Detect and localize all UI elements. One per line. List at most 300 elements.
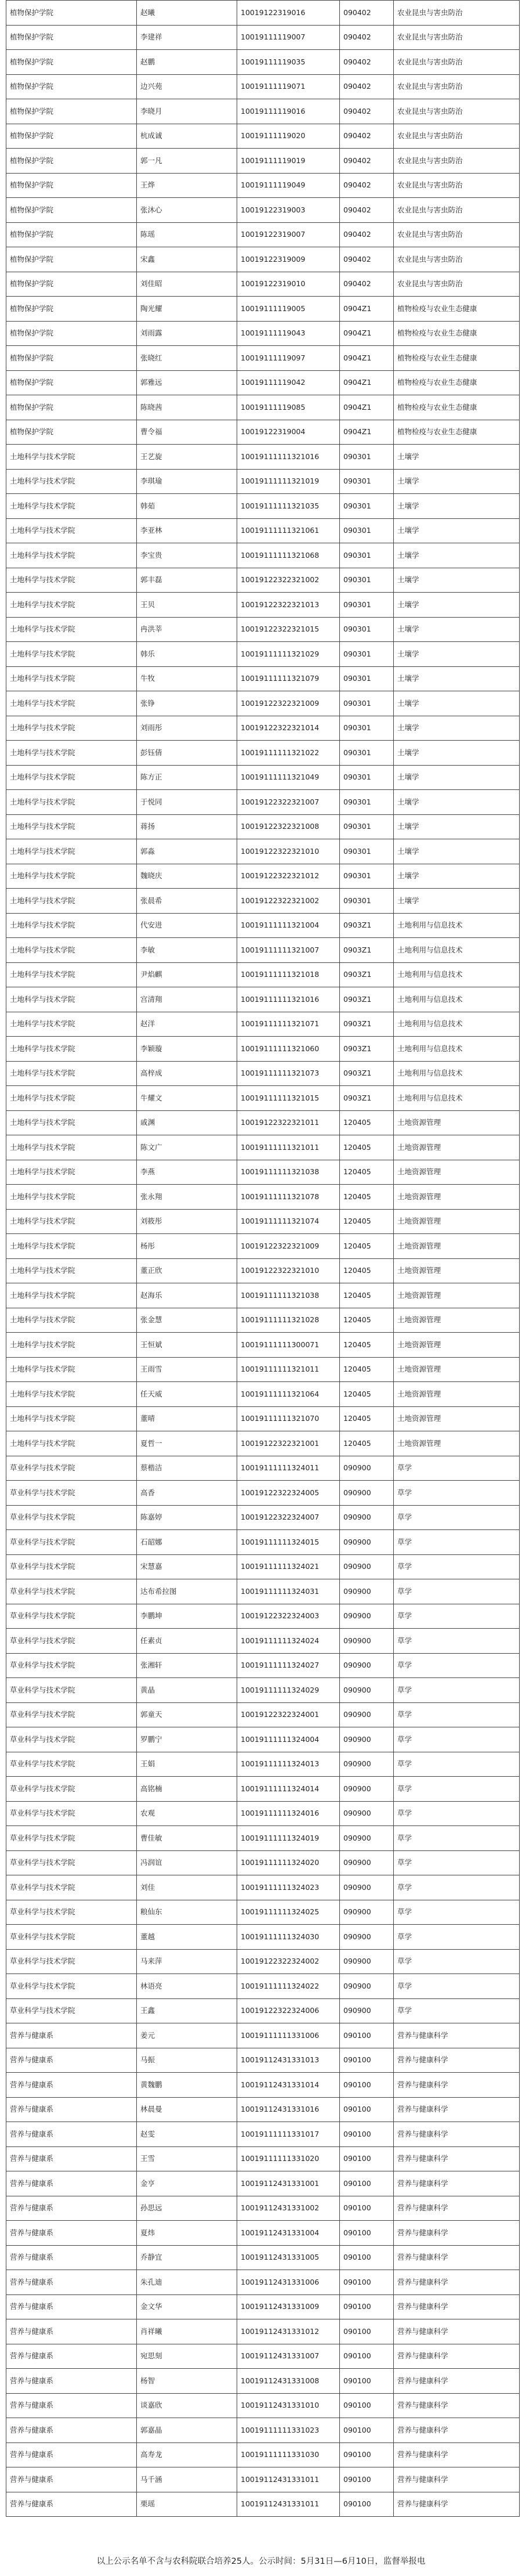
student-id-cell: 10019111111324027 (237, 1653, 340, 1678)
name-cell: 宫清翔 (137, 987, 237, 1012)
student-id-cell: 10019112431331016 (237, 2097, 340, 2122)
table-row (6, 1727, 520, 1752)
major-code-cell: 090900 (340, 1949, 394, 1974)
college-cell: 营养与健康系 (6, 2221, 137, 2246)
major-code-cell: 090301 (340, 593, 394, 618)
student-id-cell: 10019122322324002 (237, 1949, 340, 1974)
major-code-cell: 090301 (340, 814, 394, 839)
major-code-cell: 090900 (340, 1900, 394, 1925)
name-cell: 高梓成 (137, 1061, 237, 1086)
major-name-cell: 土壤学 (394, 518, 520, 543)
table-row (6, 247, 520, 272)
college-cell: 草业科学与技术学院 (6, 1727, 137, 1752)
college-cell: 土地科学与技术学院 (6, 1135, 137, 1160)
college-cell: 草业科学与技术学院 (6, 1653, 137, 1678)
name-cell: 栗瑶 (137, 2492, 237, 2517)
college-cell: 营养与健康系 (6, 2467, 137, 2492)
table-row (6, 642, 520, 667)
table-row (6, 346, 520, 371)
major-code-cell: 090900 (340, 1505, 394, 1530)
student-id-cell: 10019122322321010 (237, 1258, 340, 1283)
name-cell: 韩乐 (137, 642, 237, 667)
college-cell: 土地科学与技术学院 (6, 518, 137, 543)
major-name-cell: 农业昆虫与害虫防治 (394, 198, 520, 223)
student-id-cell: 10019122322321011 (237, 1110, 340, 1135)
table-row (6, 1702, 520, 1727)
student-id-cell: 10019111111321016 (237, 987, 340, 1012)
student-id-cell: 10019112431331009 (237, 2294, 340, 2319)
major-code-cell: 090301 (340, 765, 394, 790)
major-code-cell: 090900 (340, 1727, 394, 1752)
table-row (6, 1481, 520, 1506)
table-row (6, 2221, 520, 2246)
college-cell: 土地科学与技术学院 (6, 1234, 137, 1259)
name-cell: 高香 (137, 1481, 237, 1506)
major-code-cell: 090301 (340, 691, 394, 716)
table-row (6, 1086, 520, 1111)
major-code-cell: 090301 (340, 716, 394, 741)
table-row (6, 1382, 520, 1407)
table-row (6, 691, 520, 716)
table-row (6, 1974, 520, 1999)
table-row (6, 617, 520, 642)
major-code-cell: 090301 (340, 864, 394, 889)
major-name-cell: 草学 (394, 1653, 520, 1678)
name-cell: 陈嘉婷 (137, 1505, 237, 1530)
college-cell: 草业科学与技术学院 (6, 1481, 137, 1506)
major-name-cell: 农业昆虫与害虫防治 (394, 1, 520, 26)
student-id-cell: 10019111111321011 (237, 1135, 340, 1160)
major-name-cell: 农业昆虫与害虫防治 (394, 173, 520, 198)
student-id-cell: 10019111111324020 (237, 1850, 340, 1875)
college-cell: 土地科学与技术学院 (6, 716, 137, 741)
table-row (6, 2344, 520, 2369)
student-id-cell: 10019122322321010 (237, 839, 340, 864)
name-cell: 杨彤 (137, 1234, 237, 1259)
major-name-cell: 土地资源管理 (394, 1185, 520, 1210)
college-cell: 草业科学与技术学院 (6, 1678, 137, 1703)
table-row (6, 593, 520, 618)
student-id-cell: 10019111111324022 (237, 1974, 340, 1999)
table-row (6, 814, 520, 839)
major-code-cell: 090301 (340, 494, 394, 519)
college-cell: 土地科学与技术学院 (6, 666, 137, 691)
student-id-cell: 10019111119097 (237, 346, 340, 371)
table-row (6, 1037, 520, 1062)
table-row (6, 2196, 520, 2221)
name-cell: 边兴苑 (137, 74, 237, 99)
table-row (6, 1678, 520, 1703)
major-name-cell: 营养与健康科学 (394, 2369, 520, 2394)
student-id-cell: 10019111119035 (237, 50, 340, 75)
name-cell: 王烨 (137, 173, 237, 198)
table-row (6, 666, 520, 691)
major-code-cell: 090100 (340, 2270, 394, 2295)
college-cell: 土地科学与技术学院 (6, 741, 137, 766)
major-code-cell: 090100 (340, 2319, 394, 2344)
table-row (6, 1875, 520, 1900)
student-id-cell: 10019111111321068 (237, 543, 340, 568)
table-row (6, 2369, 520, 2394)
major-name-cell: 土地资源管理 (394, 1209, 520, 1234)
name-cell: 刘佳昭 (137, 272, 237, 297)
name-cell: 马振 (137, 2048, 237, 2073)
major-code-cell: 090100 (340, 2023, 394, 2048)
major-name-cell: 农业昆虫与害虫防治 (394, 99, 520, 124)
table-row (6, 2048, 520, 2073)
major-name-cell: 土壤学 (394, 765, 520, 790)
name-cell: 李晓月 (137, 99, 237, 124)
major-name-cell: 土壤学 (394, 741, 520, 766)
major-name-cell: 营养与健康科学 (394, 2393, 520, 2418)
name-cell: 夏哲一 (137, 1431, 237, 1456)
student-id-cell: 10019122322321015 (237, 617, 340, 642)
major-name-cell: 土壤学 (394, 716, 520, 741)
college-cell: 营养与健康系 (6, 2369, 137, 2394)
student-id-cell: 10019122322321009 (237, 691, 340, 716)
major-name-cell: 营养与健康科学 (394, 2492, 520, 2517)
name-cell: 夏炜 (137, 2221, 237, 2246)
student-id-cell: 10019111111331017 (237, 2122, 340, 2147)
college-cell: 植物保护学院 (6, 420, 137, 445)
college-cell: 土地科学与技术学院 (6, 1308, 137, 1333)
student-id-cell: 10019111111324025 (237, 1900, 340, 1925)
college-cell: 草业科学与技术学院 (6, 1925, 137, 1950)
major-name-cell: 营养与健康科学 (394, 2467, 520, 2492)
major-code-cell: 0903Z1 (340, 938, 394, 963)
table-row (6, 1209, 520, 1234)
major-name-cell: 土壤学 (394, 666, 520, 691)
college-cell: 草业科学与技术学院 (6, 1530, 137, 1555)
major-name-cell: 土地资源管理 (394, 1308, 520, 1333)
college-cell: 土地科学与技术学院 (6, 469, 137, 494)
table-row (6, 1653, 520, 1678)
student-id-cell: 10019122319016 (237, 1, 340, 26)
name-cell: 石韶娜 (137, 1530, 237, 1555)
name-cell: 郭雅远 (137, 370, 237, 395)
college-cell: 草业科学与技术学院 (6, 1456, 137, 1481)
student-id-cell: 10019111111321049 (237, 765, 340, 790)
student-id-cell: 10019111119049 (237, 173, 340, 198)
major-code-cell: 090301 (340, 518, 394, 543)
student-id-cell: 10019122322321013 (237, 593, 340, 618)
major-name-cell: 草学 (394, 1974, 520, 1999)
college-cell: 土地科学与技术学院 (6, 839, 137, 864)
major-code-cell: 090100 (340, 2418, 394, 2443)
student-id-cell: 10019122322321009 (237, 1234, 340, 1259)
table-row (6, 1283, 520, 1308)
major-name-cell: 草学 (394, 1530, 520, 1555)
major-name-cell: 草学 (394, 1456, 520, 1481)
college-cell: 土地科学与技术学院 (6, 1406, 137, 1431)
major-name-cell: 草学 (394, 1998, 520, 2023)
college-cell: 植物保护学院 (6, 395, 137, 420)
college-cell: 植物保护学院 (6, 74, 137, 99)
major-name-cell: 营养与健康科学 (394, 2122, 520, 2147)
college-cell: 土地科学与技术学院 (6, 765, 137, 790)
table-row (6, 1406, 520, 1431)
student-id-cell: 10019122319009 (237, 247, 340, 272)
name-cell: 张沐心 (137, 198, 237, 223)
student-id-cell: 10019122322321012 (237, 864, 340, 889)
major-name-cell: 草学 (394, 1949, 520, 1974)
student-id-cell: 10019111111324016 (237, 1801, 340, 1826)
major-name-cell: 植物检疫与农业生态健康 (394, 370, 520, 395)
major-code-cell: 090100 (340, 2442, 394, 2467)
major-name-cell: 营养与健康科学 (394, 2442, 520, 2467)
major-code-cell: 090301 (340, 469, 394, 494)
table-row (6, 1, 520, 26)
college-cell: 土地科学与技术学院 (6, 617, 137, 642)
student-id-cell: 10019111111321061 (237, 518, 340, 543)
student-id-cell: 10019122319004 (237, 420, 340, 445)
major-name-cell: 土地利用与信息技术 (394, 1012, 520, 1037)
name-cell: 张永翔 (137, 1185, 237, 1210)
name-cell: 董越 (137, 1925, 237, 1950)
major-code-cell: 0903Z1 (340, 1061, 394, 1086)
major-code-cell: 090100 (340, 2467, 394, 2492)
major-name-cell: 草学 (394, 1925, 520, 1950)
major-name-cell: 营养与健康科学 (394, 2023, 520, 2048)
name-cell: 蒋扬 (137, 814, 237, 839)
college-cell: 草业科学与技术学院 (6, 1702, 137, 1727)
major-code-cell: 090402 (340, 124, 394, 149)
table-row (6, 1629, 520, 1654)
college-cell: 土地科学与技术学院 (6, 1283, 137, 1308)
major-name-cell: 草学 (394, 1678, 520, 1703)
student-id-cell: 10019111119020 (237, 124, 340, 149)
table-row (6, 99, 520, 124)
major-code-cell: 090100 (340, 2073, 394, 2098)
major-code-cell: 090402 (340, 247, 394, 272)
student-id-cell: 10019122322324001 (237, 1702, 340, 1727)
student-id-cell: 10019111111321078 (237, 1185, 340, 1210)
college-cell: 营养与健康系 (6, 2442, 137, 2467)
student-id-cell: 10019111111324013 (237, 1752, 340, 1777)
major-code-cell: 0903Z1 (340, 987, 394, 1012)
major-name-cell: 植物检疫与农业生态健康 (394, 420, 520, 445)
major-code-cell: 090900 (340, 1974, 394, 1999)
table-row (6, 913, 520, 938)
college-cell: 土地科学与技术学院 (6, 494, 137, 519)
major-code-cell: 090100 (340, 2122, 394, 2147)
college-cell: 草业科学与技术学院 (6, 1629, 137, 1654)
student-id-cell: 10019111111321071 (237, 1012, 340, 1037)
college-cell: 营养与健康系 (6, 2171, 137, 2196)
table-row (6, 1752, 520, 1777)
major-code-cell: 090100 (340, 2196, 394, 2221)
name-cell: 农观 (137, 1801, 237, 1826)
major-code-cell: 090100 (340, 2171, 394, 2196)
college-cell: 土地科学与技术学院 (6, 1431, 137, 1456)
student-id-cell: 10019111111321074 (237, 1209, 340, 1234)
table-row (6, 1456, 520, 1481)
college-cell: 土地科学与技术学院 (6, 1012, 137, 1037)
major-code-cell: 120405 (340, 1258, 394, 1283)
major-code-cell: 090900 (340, 1875, 394, 1900)
name-cell: 肖祥曦 (137, 2319, 237, 2344)
name-cell: 刘雨露 (137, 321, 237, 346)
table-row (6, 198, 520, 223)
major-code-cell: 090900 (340, 1456, 394, 1481)
name-cell: 王雪 (137, 2146, 237, 2171)
table-row (6, 420, 520, 445)
name-cell: 陈方正 (137, 765, 237, 790)
college-cell: 草业科学与技术学院 (6, 1998, 137, 2023)
student-id-cell: 10019112431331011 (237, 2467, 340, 2492)
major-code-cell: 090900 (340, 1752, 394, 1777)
student-id-cell: 10019112431331008 (237, 2369, 340, 2394)
student-id-cell: 10019111111324014 (237, 1777, 340, 1802)
college-cell: 草业科学与技术学院 (6, 1604, 137, 1629)
major-name-cell: 农业昆虫与害虫防治 (394, 124, 520, 149)
table-row (6, 370, 520, 395)
major-name-cell: 土地资源管理 (394, 1406, 520, 1431)
table-row (6, 2245, 520, 2270)
major-name-cell: 草学 (394, 1801, 520, 1826)
student-id-cell: 10019122322324003 (237, 1604, 340, 1629)
major-code-cell: 120405 (340, 1406, 394, 1431)
name-cell: 董正欣 (137, 1258, 237, 1283)
student-id-cell: 10019111111321070 (237, 1406, 340, 1431)
table-row (6, 1135, 520, 1160)
table-row (6, 2319, 520, 2344)
table-row (6, 222, 520, 247)
major-code-cell: 090100 (340, 2369, 394, 2394)
table-row (6, 2097, 520, 2122)
major-code-cell: 090301 (340, 617, 394, 642)
name-cell: 赵雯 (137, 2122, 237, 2147)
name-cell: 粮仙东 (137, 1900, 237, 1925)
major-name-cell: 植物检疫与农业生态健康 (394, 346, 520, 371)
college-cell: 营养与健康系 (6, 2492, 137, 2517)
table-row (6, 1012, 520, 1037)
name-cell: 刘雨彤 (137, 716, 237, 741)
college-cell: 营养与健康系 (6, 2048, 137, 2073)
major-code-cell: 120405 (340, 1209, 394, 1234)
major-code-cell: 090402 (340, 1, 394, 26)
name-cell: 曹令福 (137, 420, 237, 445)
college-cell: 植物保护学院 (6, 124, 137, 149)
major-code-cell: 090402 (340, 222, 394, 247)
college-cell: 土地科学与技术学院 (6, 889, 137, 914)
major-code-cell: 090301 (340, 543, 394, 568)
table-row (6, 962, 520, 987)
name-cell: 赵曦 (137, 1, 237, 26)
major-code-cell: 120405 (340, 1333, 394, 1358)
table-row (6, 1604, 520, 1629)
name-cell: 郭淼 (137, 839, 237, 864)
table-row (6, 765, 520, 790)
name-cell: 李亚林 (137, 518, 237, 543)
table-row (6, 1801, 520, 1826)
name-cell: 李琪瑜 (137, 469, 237, 494)
student-id-cell: 10019111111321060 (237, 1037, 340, 1062)
major-name-cell: 土壤学 (394, 790, 520, 815)
name-cell: 马来萍 (137, 1949, 237, 1974)
table-row (6, 2393, 520, 2418)
name-cell: 黄晶 (137, 1678, 237, 1703)
college-cell: 营养与健康系 (6, 2270, 137, 2295)
major-code-cell: 090100 (340, 2393, 394, 2418)
table-row (6, 889, 520, 914)
name-cell: 王鑫 (137, 1998, 237, 2023)
major-name-cell: 土地资源管理 (394, 1333, 520, 1358)
major-code-cell: 090900 (340, 1777, 394, 1802)
name-cell: 曹佳敏 (137, 1826, 237, 1851)
major-code-cell: 090100 (340, 2245, 394, 2270)
name-cell: 张晓红 (137, 346, 237, 371)
student-id-cell: 10019111111324024 (237, 1629, 340, 1654)
student-list-body (6, 1, 520, 2517)
major-name-cell: 土地资源管理 (394, 1382, 520, 1407)
table-row (6, 518, 520, 543)
college-cell: 植物保护学院 (6, 1, 137, 26)
table-row (6, 2418, 520, 2443)
name-cell: 任素贞 (137, 1629, 237, 1654)
major-code-cell: 120405 (340, 1110, 394, 1135)
college-cell: 营养与健康系 (6, 2344, 137, 2369)
college-cell: 营养与健康系 (6, 2418, 137, 2443)
student-id-cell: 10019122322321002 (237, 568, 340, 593)
name-cell: 宛思刻 (137, 2344, 237, 2369)
name-cell: 达布希拉图 (137, 1579, 237, 1604)
major-name-cell: 营养与健康科学 (394, 2270, 520, 2295)
major-name-cell: 营养与健康科学 (394, 2097, 520, 2122)
table-row (6, 1308, 520, 1333)
major-name-cell: 草学 (394, 1554, 520, 1579)
major-code-cell: 090301 (340, 445, 394, 470)
major-code-cell: 0904Z1 (340, 297, 394, 322)
student-id-cell: 10019122322321001 (237, 1431, 340, 1456)
major-name-cell: 营养与健康科学 (394, 2245, 520, 2270)
student-id-cell: 10019122322324006 (237, 1998, 340, 2023)
college-cell: 草业科学与技术学院 (6, 1949, 137, 1974)
name-cell: 王雨雪 (137, 1357, 237, 1382)
student-id-cell: 10019122319003 (237, 198, 340, 223)
college-cell: 土地科学与技术学院 (6, 1382, 137, 1407)
student-id-cell: 10019111111321079 (237, 666, 340, 691)
major-code-cell: 090402 (340, 50, 394, 75)
major-name-cell: 草学 (394, 1727, 520, 1752)
student-id-cell: 10019112431331014 (237, 2073, 340, 2098)
major-name-cell: 草学 (394, 1875, 520, 1900)
major-name-cell: 土地资源管理 (394, 1431, 520, 1456)
student-id-cell: 10019111111324029 (237, 1678, 340, 1703)
table-row (6, 1185, 520, 1210)
table-row (6, 1850, 520, 1875)
student-id-cell: 10019111111321007 (237, 938, 340, 963)
table-row (6, 1530, 520, 1555)
college-cell: 土地科学与技术学院 (6, 543, 137, 568)
college-cell: 植物保护学院 (6, 346, 137, 371)
college-cell: 土地科学与技术学院 (6, 1061, 137, 1086)
major-code-cell: 090301 (340, 741, 394, 766)
college-cell: 植物保护学院 (6, 99, 137, 124)
table-row (6, 1925, 520, 1950)
student-id-cell: 10019111111321016 (237, 445, 340, 470)
college-cell: 土地科学与技术学院 (6, 1037, 137, 1062)
name-cell: 魏晓庆 (137, 864, 237, 889)
name-cell: 于悦同 (137, 790, 237, 815)
college-cell: 草业科学与技术学院 (6, 1752, 137, 1777)
table-row (6, 445, 520, 470)
student-id-cell: 10019111111331006 (237, 2023, 340, 2048)
student-id-cell: 10019111119016 (237, 99, 340, 124)
college-cell: 土地科学与技术学院 (6, 790, 137, 815)
student-id-cell: 10019112431331004 (237, 2221, 340, 2246)
college-cell: 土地科学与技术学院 (6, 1110, 137, 1135)
